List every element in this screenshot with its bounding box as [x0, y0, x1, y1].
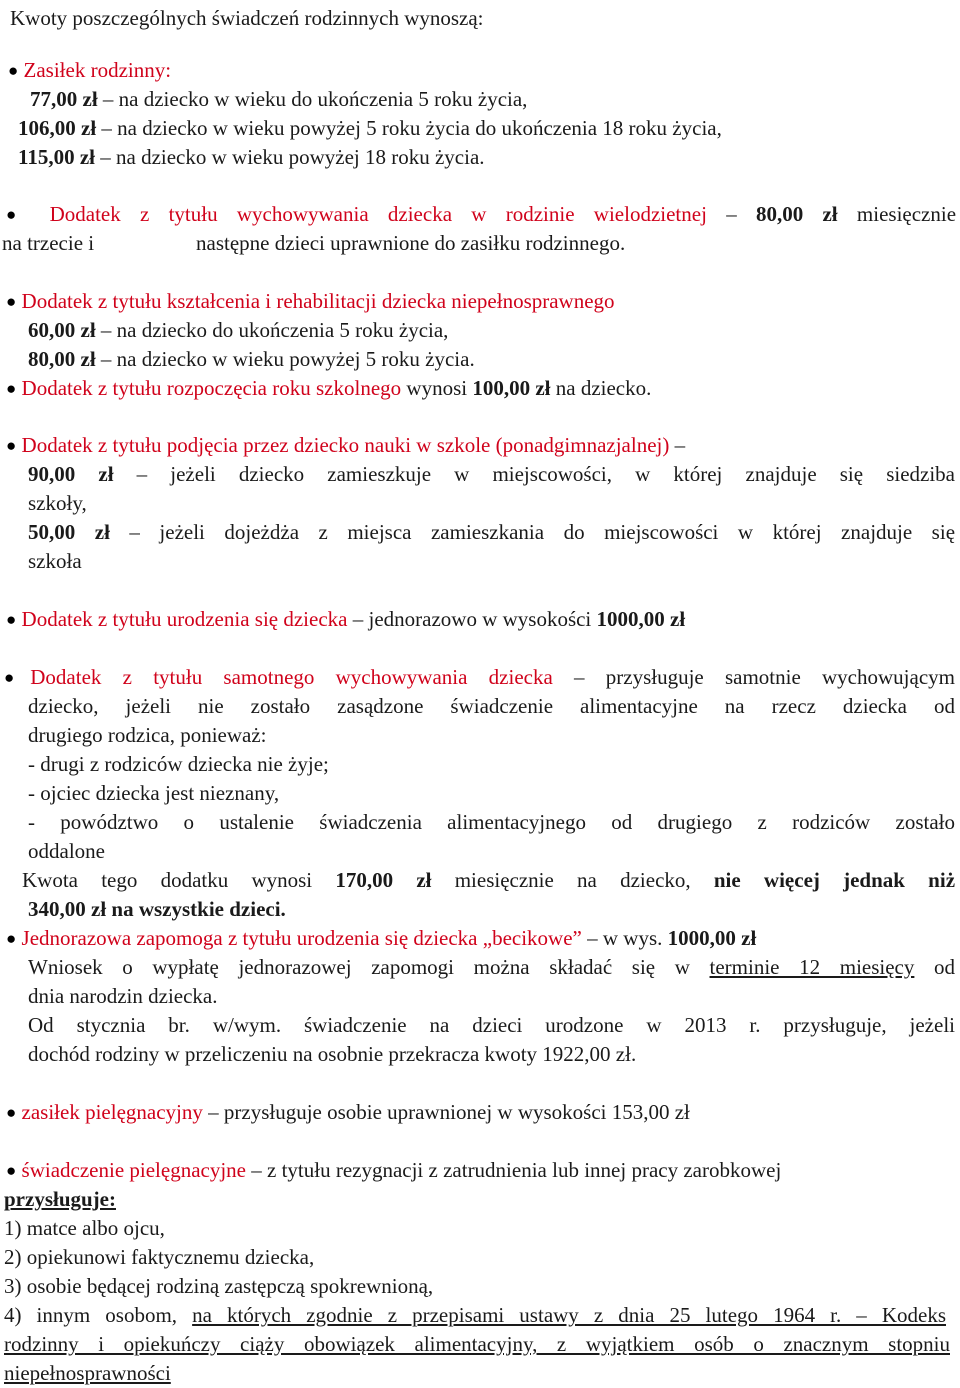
swiadczenie-item: 2) opiekunowi faktycznemu dziecka, — [4, 1245, 315, 1269]
samotne-kwota-cont: 340,00 zł na wszystkie dzieci. — [28, 897, 286, 921]
zasilek-heading — [8, 56, 171, 86]
wielodzietna-line2a: na trzecie i — [2, 231, 95, 255]
zasilek-row: 115,00 zł – na dziecko w wieku powyżej 18 roku życia. — [18, 145, 485, 169]
nauka-row1: 90,00 zł – jeżeli dziecko zamieszkuje w miejscowości, w której znajduje się siedziba — [28, 462, 955, 486]
samotne-line6: - powództwo o ustalenie świadczenia alimentacyjnego od drugiego z rodziców zostało — [28, 810, 955, 834]
samotne-line4: - drugi z rodziców dziecka nie żyje; — [28, 752, 329, 776]
wielodzietna-line: ● Dodatek z tytułu wychowywania dziecka w rodzinie wielodzietnej – 80,00 zł miesięcznie — [6, 202, 957, 226]
swiadczenie-item-4-cont: rodzinny i opiekuńczy ciąży obowiązek alimentacyjny, z wyjątkiem osób o znacznym stopniu — [4, 1332, 950, 1356]
termin-link: terminie 12 miesięcy — [709, 955, 915, 979]
samotne-line1: ●Dodatek z tytułu samotnego wychowywania dziecka – przysługuje samotnie wychowującym — [4, 665, 955, 689]
becikowe-line: ● Jednorazowa zapomoga z tytułu urodzenia się dziecka „becikowe” – w wys. 1000,00 zł — [6, 926, 757, 950]
bullet-icon: ● — [8, 61, 19, 80]
bullet-icon: ● — [4, 668, 31, 687]
becikowe-wniosek-cont: dnia narodzin dziecka. — [28, 984, 218, 1008]
nauka-heading: ● Dodatek z tytułu podjęcia przez dziecko nauki w szkole (ponadgimnazjalnej) – — [6, 433, 686, 457]
bullet-icon: ● — [6, 1161, 17, 1180]
becikowe-od: Od stycznia br. w/wym. świadczenie na dzieci urodzone w 2013 r. przysługuje, jeżeli — [28, 1013, 955, 1037]
nauka-row2-cont: szkoła — [28, 549, 82, 573]
bullet-icon: ● — [6, 379, 17, 398]
nauka-title: Dodatek z tytułu podjęcia przez dziecko nauki w szkole (ponadgimnazjalnej) — [21, 433, 670, 457]
nauka-row2: 50,00 zł – jeżeli dojeżdża z miejsca zamieszkania do miejscowości w której znajduje się — [28, 520, 956, 544]
bullet-icon: ● — [6, 292, 17, 311]
becikowe-od-cont: dochód rodziny w przeliczeniu na osobnie przekracza kwoty 1922,00 zł. — [28, 1042, 637, 1066]
pielegnacyjny-line: ● zasiłek pielęgnacyjny – przysługuje osobie uprawnionej w wysokości 153,00 zł — [6, 1100, 690, 1124]
bullet-icon: ● — [6, 929, 17, 948]
samotne-line5: - ojciec dziecka jest nieznany, — [28, 781, 280, 805]
swiadczenie-line: ● świadczenie pielęgnacyjne – z tytułu rezygnacji z zatrudnienia lub innej pracy zarobkowej — [6, 1158, 782, 1182]
bullet-icon: ● — [6, 436, 17, 455]
szkolny-line: ● Dodatek z tytułu rozpoczęcia roku szkolnego wynosi 100,00 zł na dziecko. — [6, 376, 652, 400]
bullet-icon: ● — [6, 205, 31, 224]
wielodzietna-amount: 80,00 zł — [755, 202, 838, 226]
swiadczenie-item-4: 4) innym osobom, na których zgodnie z przepisami ustawy z dnia 25 lutego 1964 r. – Kodeks — [4, 1303, 946, 1327]
zasilek-row: 77,00 zł – na dziecko w wieku do ukończenia 5 roku życia, — [30, 87, 528, 111]
przysluguje-label: przysługuje: — [4, 1187, 116, 1211]
wielodzietna-title: Dodatek z tytułu wychowywania dziecka w rodzinie wielodzietnej — [49, 202, 707, 226]
ksztalcenie-row: 60,00 zł – na dziecko do ukończenia 5 roku życia, — [28, 318, 449, 342]
samotne-line7: oddalone — [28, 839, 105, 863]
szkolny-title: Dodatek z tytułu rozpoczęcia roku szkolnego — [21, 376, 402, 400]
samotne-line2: dziecko, jeżeli nie zostało zasądzone świadczenie alimentacyjne na rzecz dziecka od — [28, 694, 955, 718]
becikowe-wniosek: Wniosek o wypłatę jednorazowej zapomogi można składać się w terminie 12 miesięcy od — [28, 955, 955, 979]
swiadczenie-item: 3) osobie będącej rodziną zastępczą spokrewnioną, — [4, 1274, 434, 1298]
samotne-kwota: Kwota tego dodatku wynosi 170,00 zł miesięcznie na dziecko, nie więcej jednak niż — [22, 868, 956, 892]
zasilek-row: 106,00 zł – na dziecko w wieku powyżej 5 roku życia do ukończenia 18 roku życia, — [18, 116, 722, 140]
wielodzietna-line2b: następne dzieci uprawnione do zasiłku rodzinnego. — [196, 231, 626, 255]
ksztalcenie-heading — [6, 287, 615, 317]
ksztalcenie-title: Dodatek z tytułu kształcenia i rehabilitacji dziecka niepełnosprawnego — [21, 289, 615, 313]
swiadczenie-item-4-end: niepełnosprawności — [4, 1361, 171, 1385]
urodzenie-line: ● Dodatek z tytułu urodzenia się dziecka – jednorazowo w wysokości 1000,00 zł — [6, 607, 686, 631]
pielegnacyjny-title: zasiłek pielęgnacyjny — [21, 1100, 203, 1124]
samotne-title: Dodatek z tytułu samotnego wychowywania dziecka — [30, 665, 553, 689]
zasilek-title: Zasiłek rodzinny: — [23, 58, 172, 82]
becikowe-title: Jednorazowa zapomoga z tytułu urodzenia się dziecka „becikowe” — [21, 926, 582, 950]
bullet-icon: ● — [6, 1103, 17, 1122]
bullet-icon: ● — [6, 610, 17, 629]
swiadczenie-title: świadczenie pielęgnacyjne — [21, 1158, 246, 1182]
nauka-row1-cont: szkoły, — [28, 491, 87, 515]
ksztalcenie-row: 80,00 zł – na dziecko w wieku powyżej 5 roku życia. — [28, 347, 475, 371]
urodzenie-title: Dodatek z tytułu urodzenia się dziecka — [21, 607, 348, 631]
intro-text: Kwoty poszczególnych świadczeń rodzinnych wynoszą: — [10, 6, 484, 30]
samotne-line3: drugiego rodzica, ponieważ: — [28, 723, 267, 747]
swiadczenie-item: 1) matce albo ojcu, — [4, 1216, 165, 1240]
